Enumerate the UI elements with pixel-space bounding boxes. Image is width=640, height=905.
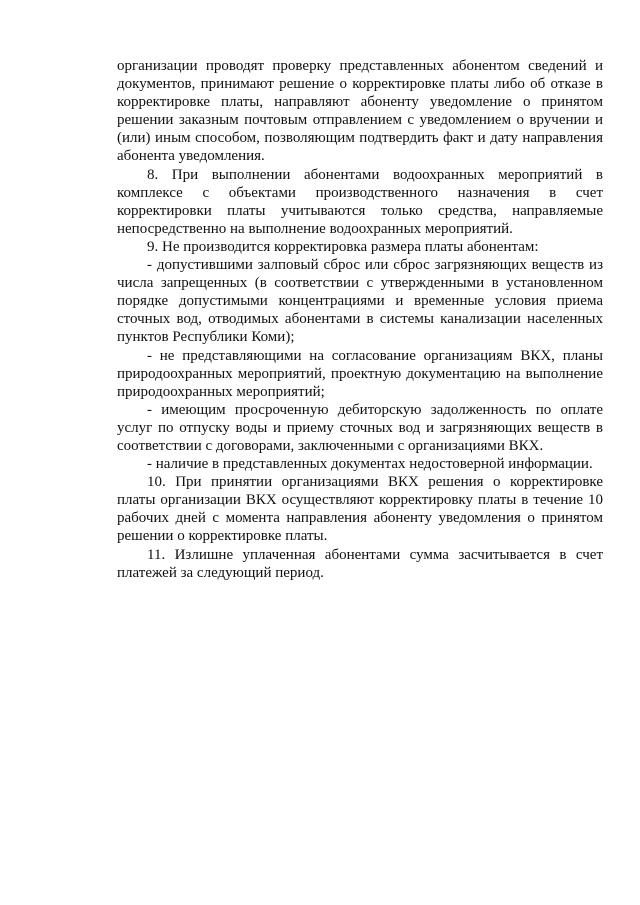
paragraph-11: 11. Излишне уплаченная абонентами сумма засчитывается в счет платежей за следующий период. — [117, 546, 603, 581]
list-item-9-1: - допустившими залповый сброс или сброс загрязняющих веществ из числа запрещенных (в соответствии с утвержденными в установленном порядке допустимыми концентрациями и временные условия приема сточных вод, отводимых абонентами в системы канализации населенных пунктов Республики Коми); — [117, 257, 603, 346]
list-item-9-2: - не представляющими на согласование организациям ВКХ, планы природоохранных мероприятий, проектную документацию на выполнение природоохранных мероприятий; — [117, 347, 603, 400]
list-item-9-3: - имеющим просроченную дебиторскую задолженность по оплате услуг по отпуску воды и приему сточных вод и загрязняющих веществ в соответствии с договорами, заключенными с организациями ВКХ. — [117, 401, 603, 454]
list-item-9-4: - наличие в представленных документах недостоверной информации. — [147, 456, 593, 473]
document-page — [117, 57, 603, 582]
paragraph-8: 8. При выполнении абонентами водоохранных мероприятий в комплексе с объектами производственного назначения в счет корректировки платы учитываются только средства, направляемые непосредственно на выполнение водоохранных мероприятий. — [117, 166, 603, 237]
paragraph-9: 9. Не производится корректировка размера платы абонентам: — [147, 238, 539, 255]
paragraph-10: 10. При принятии организациями ВКХ решения о корректировке платы организации ВКХ осуществляют корректировку платы в течение 10 рабочих дней с момента направления абоненту уведомления о принятом решении о корректировке платы. — [117, 474, 603, 545]
paragraph-continuation: организации проводят проверку представленных абонентом сведений и документов, принимают решение о корректировке платы либо об отказе в корректировке платы, направляют абоненту уведомление о принятом решении заказным почтовым отправлением с уведомлением о вручении и (или) иным способом, позволяющим подтвердить факт и дату направления абонента уведомления. — [117, 58, 603, 165]
